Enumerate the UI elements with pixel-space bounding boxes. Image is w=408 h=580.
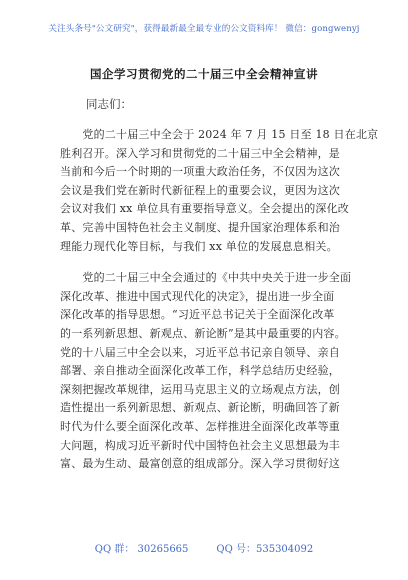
text-line: 深刻把握改革规律，运用马克思主义的立场观点方法，创 <box>60 382 340 396</box>
text-line: 党的二十届三中全会于 2024 年 7 月 15 日至 18 日在北京 <box>60 128 379 141</box>
text-line: 部署、亲自推动全面深化改革工作，科学总结历史经验， <box>60 364 340 378</box>
text-line: 会议是我们党在新时代新征程上的重要会议，更因为这次 <box>60 183 340 197</box>
text-line: 深化改革、推进中国式现代化的决定》，提出进一步全面 <box>60 289 335 303</box>
salutation: 同志们： <box>86 97 132 111</box>
text-line: 当前和今后一个时期的一项重大政治任务，不仅因为这次 <box>60 165 340 179</box>
header-banner: 关注头条号"公文研究"，获得最新最全最专业的公文资料库！ 微信：gongwenyj <box>48 24 360 34</box>
text-line: 理能力现代化等目标，与我们 xx 单位的发展息息相关。 <box>60 239 338 253</box>
text-line: 党的十八届三中全会以来，习近平总书记亲自领导、亲自 <box>60 345 340 359</box>
text-line: 党的二十届三中全会通过的《中共中央关于进一步全面 <box>60 271 352 285</box>
qq-number-text: QQ 号：535304092 <box>216 544 314 555</box>
text-line: 深化改革的指导思想。“习近平总书记关于全面深化改革 <box>60 308 335 322</box>
paragraph <box>60 126 379 256</box>
qq-group-text: QQ 群： 30265665 <box>94 544 189 555</box>
text-line: 大问题，构成习近平新时代中国特色社会主义思想最为丰 <box>60 438 340 452</box>
text-line: 会议对我们 xx 单位具有重要指导意义。全会提出的深化改 <box>60 202 349 216</box>
text-line: 的一系列新思想、新观点、新论断”是其中最重要的内容。 <box>60 326 346 340</box>
paragraph <box>60 269 352 474</box>
text-line: 富、最为生动、最富创意的组成部分。深入学习贯彻好这 <box>60 457 340 471</box>
document-body <box>60 126 379 487</box>
text-line: 时代为什么要全面深化改革、怎样推进全面深化改革等重 <box>60 419 340 433</box>
footer-contact <box>0 540 408 555</box>
text-line: 革、完善中国特色社会主义制度、提升国家治理体系和治 <box>60 220 340 234</box>
document-title: 国企学习贯彻党的二十届三中全会精神宣讲 <box>90 67 318 81</box>
text-line: 造性提出一系列新思想、新观点、新论断，明确回答了新 <box>60 401 340 415</box>
text-line: 胜利召开。深入学习和贯彻党的二十届三中全会精神，是 <box>60 146 340 160</box>
